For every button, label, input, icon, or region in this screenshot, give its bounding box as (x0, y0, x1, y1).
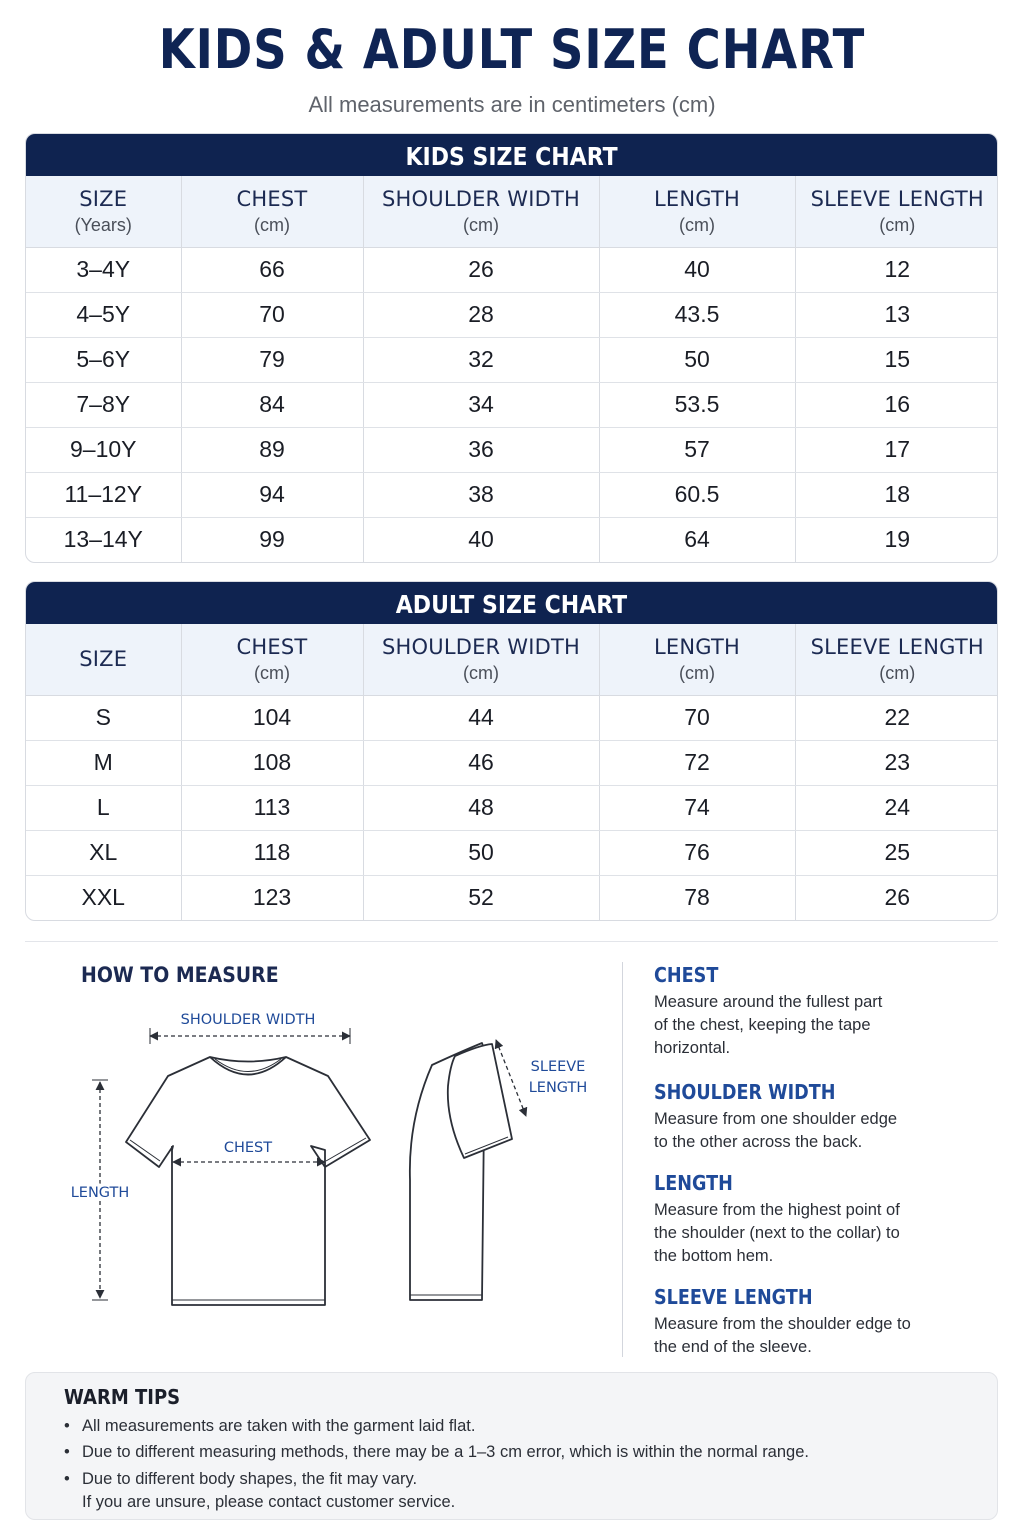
table-cell: 57 (599, 427, 795, 472)
kids-col-length: LENGTH (cm) (599, 176, 795, 247)
table-cell: 72 (599, 740, 795, 785)
chest-label: CHEST (223, 1140, 273, 1156)
explain-title: SHOULDER WIDTH (654, 1080, 836, 1104)
table-cell: 118 (181, 830, 363, 875)
table-row (26, 427, 998, 472)
adult-col-length: LENGTH (cm) (599, 624, 795, 695)
table-cell: 13–14Y (26, 517, 181, 562)
table-cell: 9–10Y (26, 427, 181, 472)
kids-size-table (26, 176, 998, 562)
shoulder-width-label: SHOULDER WIDTH (180, 1012, 316, 1028)
explain-text: Measure from the shoulder edge to the end of the sleeve. (654, 1315, 911, 1356)
adult-col-chest: CHEST (cm) (181, 624, 363, 695)
table-row (26, 740, 998, 785)
table-cell: 5–6Y (26, 337, 181, 382)
table-cell: 36 (363, 427, 599, 472)
table-cell: 48 (363, 785, 599, 830)
tip-item: • Due to different body shapes, the fit may vary. If you are unsure, please contact customer service. (64, 1470, 456, 1511)
warm-tips-box (25, 1372, 998, 1520)
explain-text: Measure around the fullest part of the chest, keeping the tape horizontal. (654, 993, 883, 1057)
table-cell: 74 (599, 785, 795, 830)
table-cell: 44 (363, 695, 599, 740)
explain-title: SLEEVE LENGTH (654, 1285, 813, 1309)
table-cell: 46 (363, 740, 599, 785)
table-cell: 43.5 (599, 292, 795, 337)
table-cell: 24 (795, 785, 998, 830)
bullet-icon: • (64, 1470, 70, 1488)
table-cell: 76 (599, 830, 795, 875)
table-cell: 12 (795, 247, 998, 292)
table-cell: 25 (795, 830, 998, 875)
table-cell: 50 (363, 830, 599, 875)
explain-text: Measure from one shoulder edge to the other across the back. (654, 1110, 898, 1151)
adult-size-table (26, 624, 998, 920)
sleeve-length-label-2: LENGTH (528, 1080, 588, 1096)
table-cell: 26 (884, 884, 911, 911)
kids-col-chest: CHEST (cm) (181, 176, 363, 247)
kids-chart-heading: KIDS SIZE CHART (26, 134, 997, 176)
table-cell: 40 (599, 247, 795, 292)
table-cell: XL (26, 830, 181, 875)
table-cell: 22 (795, 695, 998, 740)
table-cell: 17 (795, 427, 998, 472)
table-row (26, 695, 998, 740)
table-row (26, 517, 998, 562)
table-cell: 113 (181, 785, 363, 830)
table-cell: 79 (181, 337, 363, 382)
length-label: LENGTH (70, 1185, 130, 1201)
table-cell: 11–12Y (26, 472, 181, 517)
table-row (26, 292, 998, 337)
page-subtitle: All measurements are in centimeters (cm) (308, 92, 716, 117)
table-cell: 123 (181, 875, 363, 920)
tshirt-front-outline (126, 1057, 370, 1305)
explain-length (654, 1171, 984, 1268)
table-cell: 3–4Y (26, 247, 181, 292)
table-row (26, 785, 998, 830)
how-to-measure-title: HOW TO MEASURE (81, 963, 279, 987)
kids-col-shoulder: SHOULDER WIDTH (cm) (363, 176, 599, 247)
table-cell: 18 (795, 472, 998, 517)
table-cell: 108 (181, 740, 363, 785)
table-cell: 60.5 (599, 472, 795, 517)
table-cell: 64 (599, 517, 795, 562)
explain-title: CHEST (654, 963, 719, 987)
adult-header-row (26, 624, 998, 695)
adult-col-size: SIZE (26, 624, 181, 695)
table-cell: 40 (363, 517, 599, 562)
adult-col-sleeve: SLEEVE LENGTH (cm) (795, 624, 998, 695)
table-cell: 84 (181, 382, 363, 427)
table-cell: 53.5 (599, 382, 795, 427)
table-row (26, 247, 998, 292)
table-cell: S (26, 695, 181, 740)
table-cell: 38 (363, 472, 599, 517)
tip-item: • All measurements are taken with the garment laid flat. (64, 1415, 475, 1438)
table-cell: 70 (599, 695, 795, 740)
kids-header-row (26, 176, 998, 247)
explain-sleeve-length (654, 1285, 984, 1359)
table-cell: 94 (181, 472, 363, 517)
table-cell: L (26, 785, 181, 830)
table-cell: 32 (363, 337, 599, 382)
bullet-icon: • (64, 1417, 70, 1435)
table-cell: 19 (884, 526, 911, 553)
table-cell: 15 (795, 337, 998, 382)
table-cell: 4–5Y (26, 292, 181, 337)
table-row (26, 875, 998, 920)
table-cell: 66 (181, 247, 363, 292)
table-cell: 104 (181, 695, 363, 740)
adult-chart-heading: ADULT SIZE CHART (26, 582, 997, 624)
table-row (26, 472, 998, 517)
measure-diagram (60, 1000, 620, 1320)
table-cell: 70 (181, 292, 363, 337)
page-title: KIDS & ADULT SIZE CHART (158, 18, 866, 81)
table-row (26, 830, 998, 875)
table-cell: 34 (363, 382, 599, 427)
adult-size-chart (25, 581, 998, 921)
table-cell: 28 (363, 292, 599, 337)
table-cell: 13 (795, 292, 998, 337)
kids-size-chart (25, 133, 998, 563)
table-cell: 26 (363, 247, 599, 292)
warm-tips-title: WARM TIPS (64, 1385, 181, 1409)
table-cell: M (26, 740, 181, 785)
bullet-icon: • (64, 1443, 70, 1461)
table-cell: 78 (599, 875, 795, 920)
section-divider (25, 941, 998, 942)
adult-col-shoulder: SHOULDER WIDTH (cm) (363, 624, 599, 695)
table-cell: 99 (181, 517, 363, 562)
table-cell: 7–8Y (26, 382, 181, 427)
explain-chest (654, 963, 984, 1060)
explain-shoulder-width (654, 1080, 984, 1154)
explain-title: LENGTH (654, 1171, 733, 1195)
table-row (26, 337, 998, 382)
table-cell: 50 (599, 337, 795, 382)
table-row (26, 382, 998, 427)
kids-col-size: SIZE (Years) (26, 176, 181, 247)
table-cell: 89 (181, 427, 363, 472)
table-cell: 52 (363, 875, 599, 920)
tip-item: • Due to different measuring methods, there may be a 1–3 cm error, which is within the normal range. (64, 1441, 809, 1464)
kids-col-sleeve: SLEEVE LENGTH (cm) (795, 176, 998, 247)
explain-text: Measure from the highest point of the shoulder (next to the collar) to the bottom hem. (654, 1201, 900, 1265)
table-cell: 16 (795, 382, 998, 427)
table-cell: XXL (26, 875, 181, 920)
sleeve-outline (448, 1044, 512, 1158)
table-cell: 23 (795, 740, 998, 785)
vertical-divider (622, 962, 623, 1357)
sleeve-length-label-1: SLEEVE (530, 1059, 586, 1075)
